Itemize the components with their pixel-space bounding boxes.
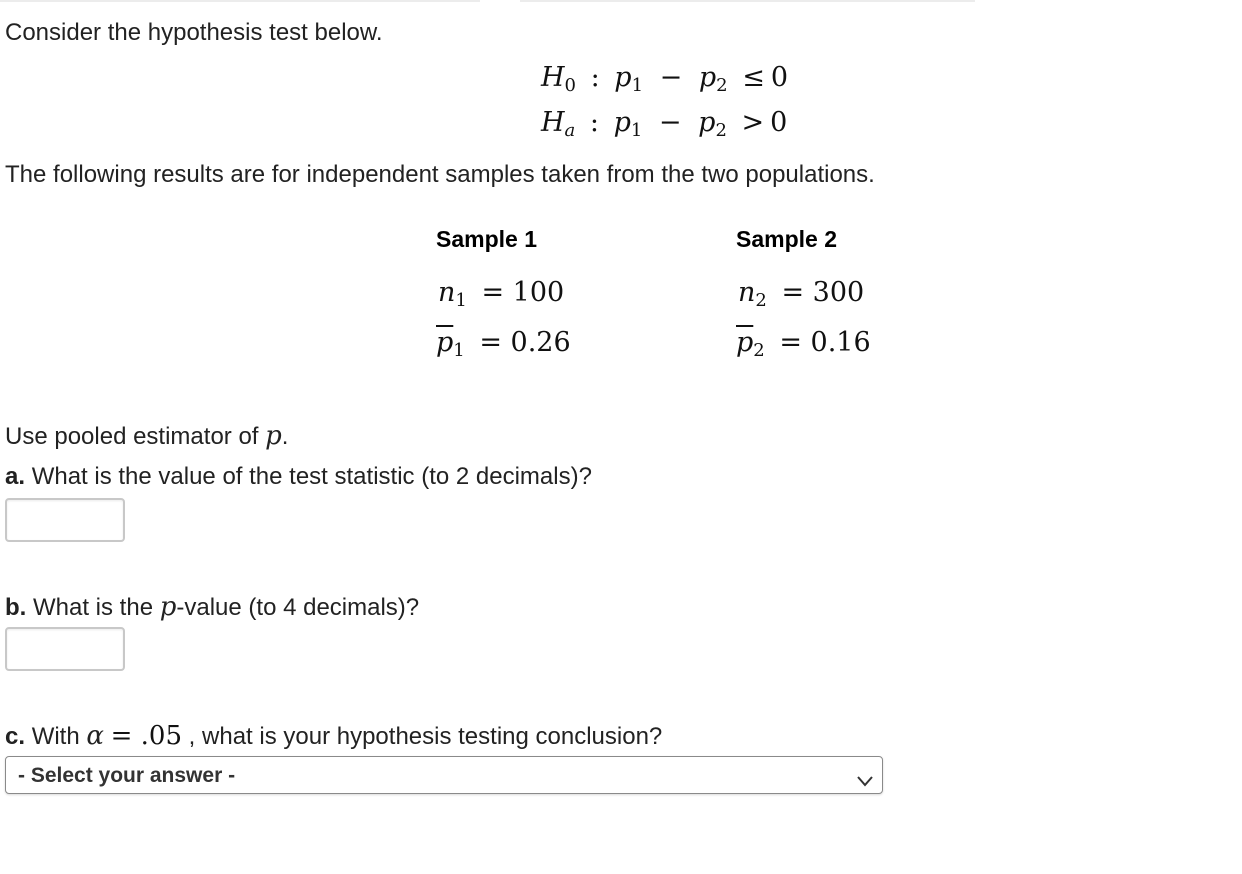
sample1-pbar [436, 327, 571, 361]
sample1-header: Sample 1 [436, 226, 537, 252]
pooled-text: Use pooled estimator of [5, 423, 259, 450]
question-b-pre: What is the [33, 594, 154, 621]
pbar2-value: = 0.16 [779, 327, 871, 358]
pooled-end: . [281, 423, 289, 450]
top-divider-right [520, 0, 975, 2]
ha-rhs: 0 [770, 107, 788, 138]
question-c-pre: With [31, 723, 80, 750]
ha-p2: p [698, 107, 716, 138]
ha-subscript: a [564, 120, 576, 141]
n1-value: = 100 [481, 277, 565, 308]
pbar2-symbol: $\overline{p}$ [736, 327, 754, 358]
h0-subscript: 0 [564, 75, 576, 96]
pbar1-subscript: 1 [453, 340, 465, 361]
n1-symbol: n [438, 277, 456, 308]
question-a-text: What is the value of the test statistic (to 2 decimals)? [31, 463, 592, 490]
question-a [5, 463, 592, 491]
n2-symbol: n [738, 277, 756, 308]
select-placeholder: - Select your answer - [18, 764, 236, 787]
question-b-label: b. [5, 594, 27, 621]
alpha-value: = .05 [110, 721, 182, 751]
pbar2-subscript: 2 [753, 340, 765, 361]
question-b-post: -value (to 4 decimals)? [176, 594, 420, 621]
n1-subscript: 1 [455, 290, 467, 311]
question-b-symbol: p [159, 592, 177, 622]
n2-subscript: 2 [755, 290, 767, 311]
results-text: The following results are for independent samples taken from the two populations. [5, 161, 875, 188]
ha-p2-sub: 2 [715, 120, 727, 141]
p-value-input[interactable] [5, 627, 125, 671]
pooled-instruction [5, 421, 288, 451]
ha-p1-sub: 1 [630, 120, 643, 141]
h0-p2-sub: 2 [716, 75, 728, 96]
h0-minus: − [659, 62, 683, 93]
sample2-n [738, 277, 864, 311]
sample2-pbar [736, 327, 871, 361]
ha-colon: : [589, 107, 599, 138]
ha-p1: p [613, 107, 631, 138]
ha-symbol: H [541, 107, 565, 138]
pooled-symbol: p [265, 421, 282, 451]
question-b [5, 592, 419, 622]
alpha-symbol: α [86, 721, 104, 751]
pbar1-value: = 0.26 [479, 327, 571, 358]
pbar1-symbol: $\overline{p}$ [436, 327, 454, 358]
ha-relation: > [741, 107, 765, 138]
h0-symbol: H [541, 62, 565, 93]
h0-rhs: 0 [770, 62, 789, 93]
h0-colon: : [590, 62, 600, 93]
alternative-hypothesis [541, 107, 787, 141]
question-a-label: a. [5, 463, 26, 490]
h0-p1: p [614, 62, 632, 93]
null-hypothesis [541, 62, 788, 96]
question-c [5, 721, 662, 751]
h0-relation: ≤ [742, 62, 765, 93]
conclusion-select[interactable] [5, 756, 883, 794]
top-divider-left [0, 0, 480, 2]
ha-minus: − [658, 107, 682, 138]
h0-p2: p [698, 62, 717, 93]
sample1-n [438, 277, 564, 311]
test-statistic-input[interactable] [5, 498, 125, 542]
question-c-label: c. [5, 723, 26, 750]
intro-text: Consider the hypothesis test below. [5, 19, 383, 46]
sample2-header: Sample 2 [736, 226, 837, 252]
question-c-post: , what is your hypothesis testing conclusion? [188, 723, 663, 750]
chevron-down-icon [856, 767, 874, 795]
n2-value: = 300 [781, 277, 865, 308]
h0-p1-sub: 1 [631, 75, 644, 96]
